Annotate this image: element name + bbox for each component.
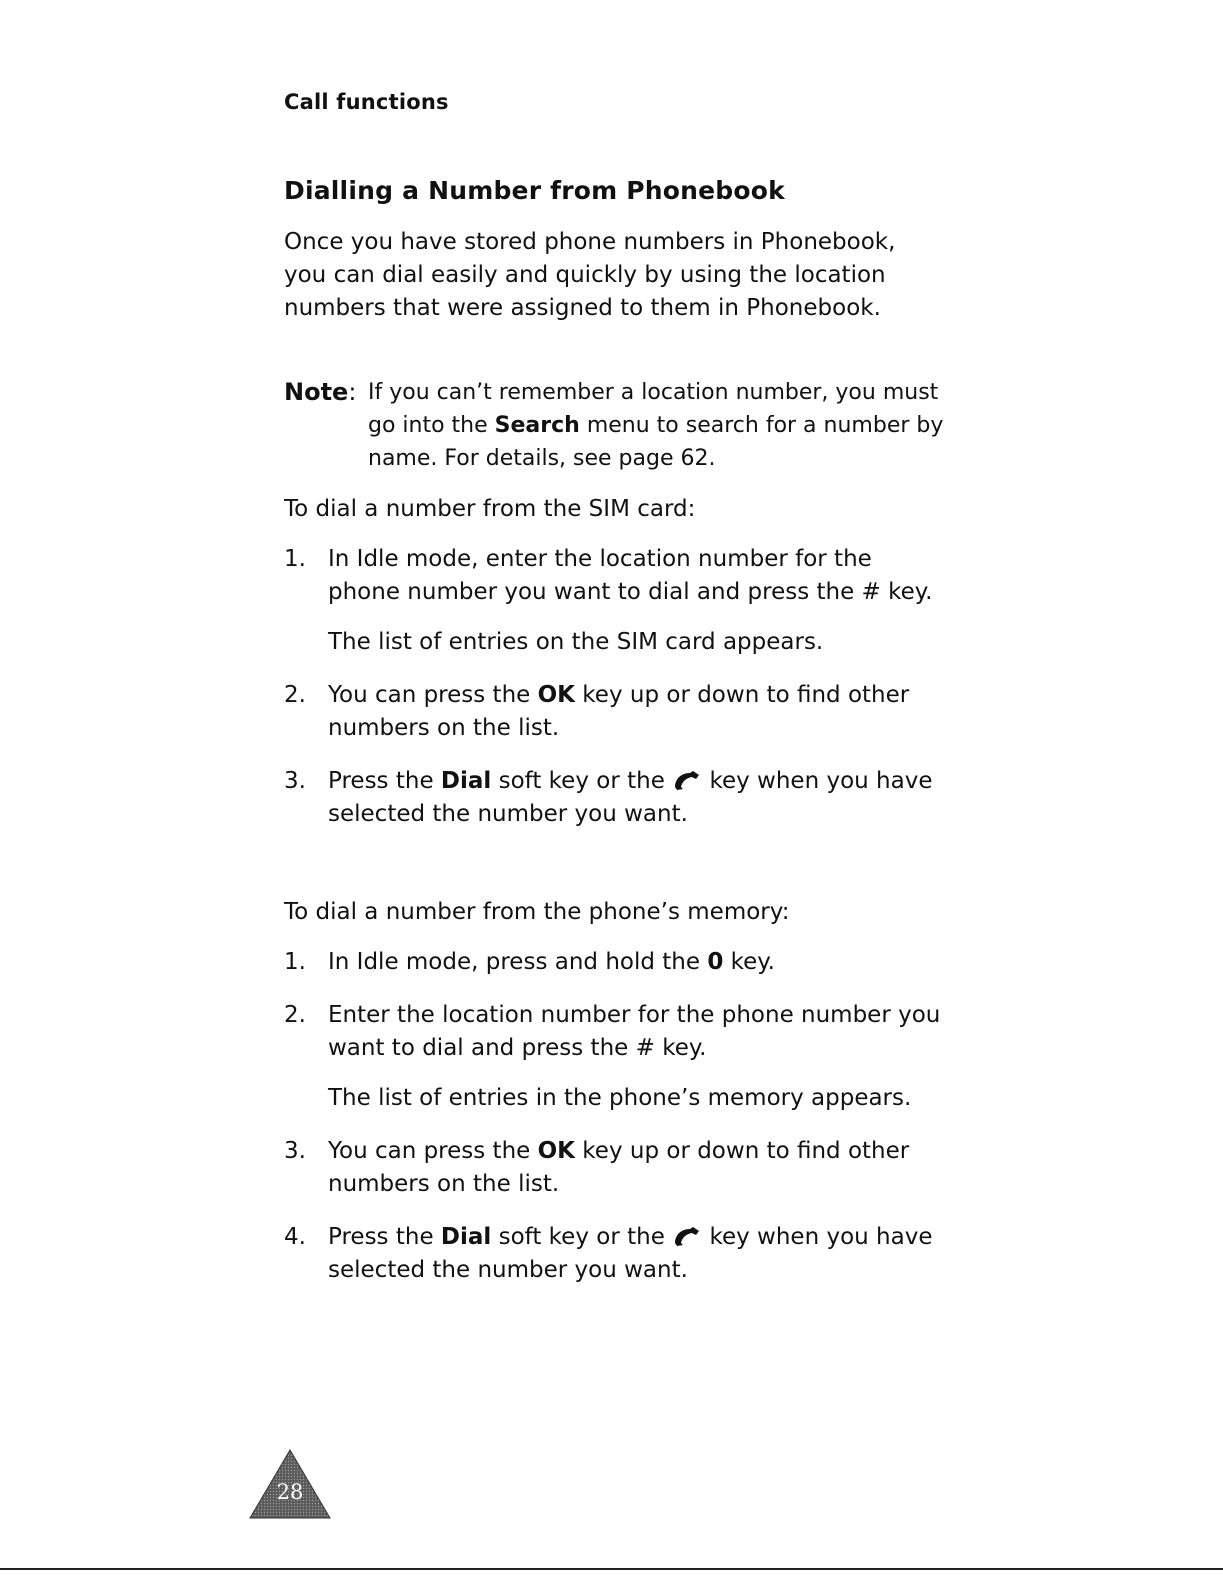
step-number: 2.	[284, 1002, 306, 1028]
page-number: 28	[276, 1480, 304, 1504]
page-number-badge	[248, 1448, 332, 1520]
send-call-icon	[672, 1226, 702, 1246]
step-number: 2.	[284, 682, 306, 708]
step-text: Enter the location number for the phone number you want to dial and press the # key.	[328, 1002, 941, 1061]
memory-intro: To dial a number from the phone’s memory:	[284, 899, 790, 925]
step-number: 4.	[284, 1224, 306, 1250]
step-text: In Idle mode, enter the location number for the phone number you want to dial and press the # key.	[328, 546, 933, 605]
step-text: Press the Dial soft key or the key when you have selected the number you want.	[328, 768, 933, 827]
bottom-border	[0, 1568, 1223, 1570]
list-item	[284, 999, 944, 1115]
intro-paragraph: Once you have stored phone numbers in Phonebook, you can dial easily and quickly by using the location numbers that were assigned to them in Phonebook.	[284, 229, 896, 321]
list-item	[284, 765, 944, 831]
list-item	[284, 1135, 944, 1201]
send-call-icon	[672, 770, 702, 790]
zero-key-name: 0	[707, 949, 724, 975]
step-text: You can press the OK key up or down to find other numbers on the list.	[328, 682, 910, 741]
note-text: If you can’t remember a location number, you must go into the Search menu to search for a number by name. For details, see page 62.	[368, 380, 944, 471]
step-text: Press the Dial soft key or the key when you have selected the number you want.	[328, 1224, 933, 1283]
sim-steps-list	[284, 543, 944, 851]
memory-steps-list	[284, 946, 944, 1307]
step-result: The list of entries in the phone’s memory appears.	[328, 1085, 912, 1111]
step-text: You can press the OK key up or down to find other numbers on the list.	[328, 1138, 910, 1197]
list-item	[284, 543, 944, 659]
step-text: In Idle mode, press and hold the 0 key.	[328, 949, 775, 975]
list-item	[284, 1221, 944, 1287]
step-result: The list of entries on the SIM card appears.	[328, 629, 824, 655]
note-block	[284, 376, 944, 475]
search-menu-name: Search	[494, 413, 580, 438]
list-item	[284, 679, 944, 745]
sim-intro: To dial a number from the SIM card:	[284, 496, 696, 522]
section-label: Call functions	[284, 90, 449, 114]
dial-key-name: Dial	[440, 1224, 492, 1250]
step-number: 1.	[284, 546, 306, 572]
page-heading: Dialling a Number from Phonebook	[284, 176, 785, 205]
dial-key-name: Dial	[440, 768, 492, 794]
list-item	[284, 946, 944, 979]
step-number: 3.	[284, 768, 306, 794]
note-label: Note:	[284, 378, 357, 406]
ok-key-name: OK	[537, 1138, 575, 1164]
step-number: 1.	[284, 949, 306, 975]
step-number: 3.	[284, 1138, 306, 1164]
ok-key-name: OK	[537, 682, 575, 708]
